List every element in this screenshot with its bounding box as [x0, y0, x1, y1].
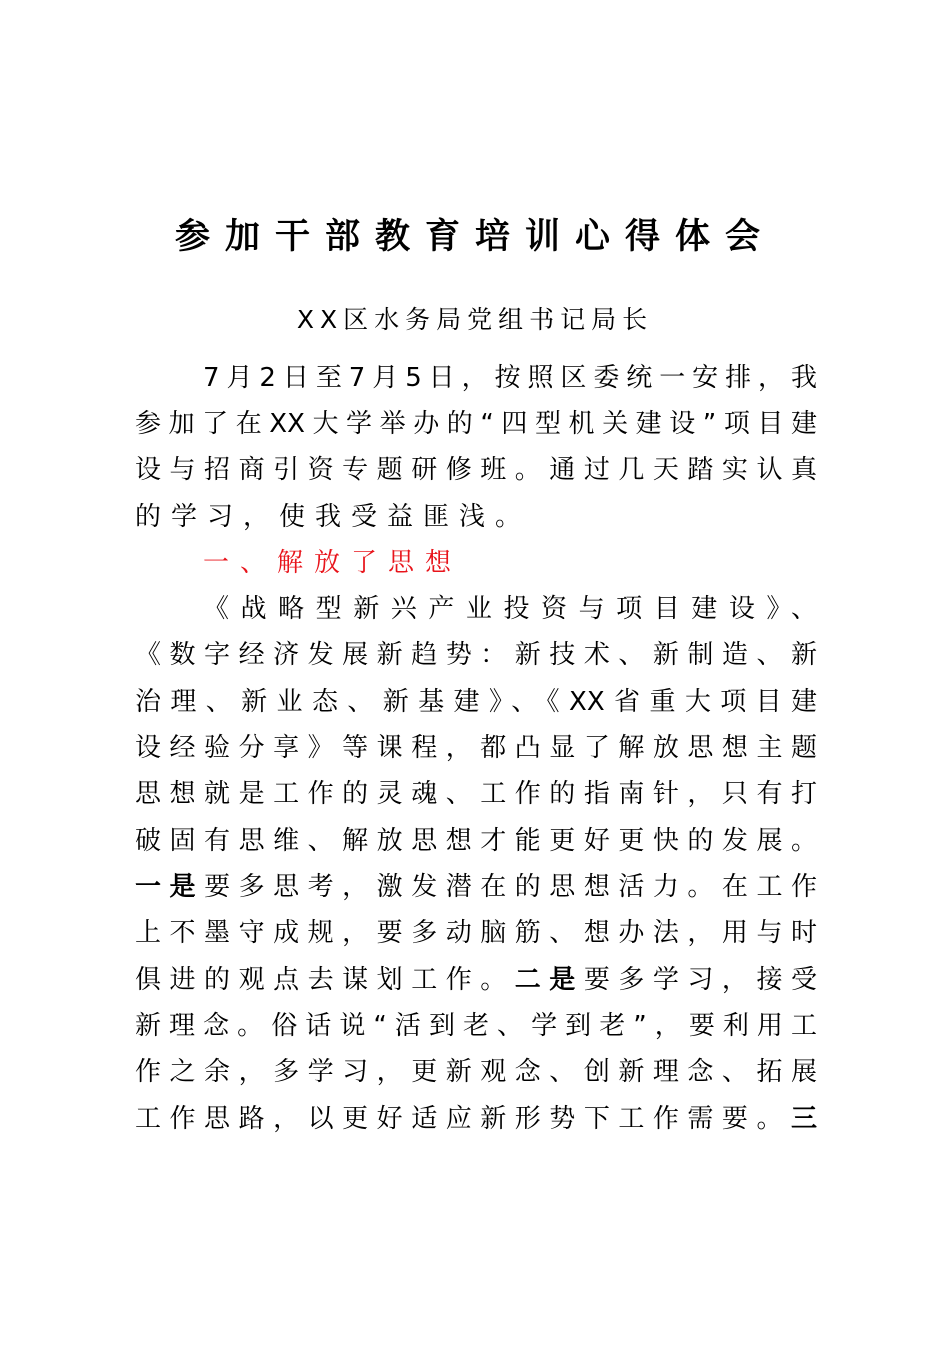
emphasis-second: 二是	[514, 965, 584, 995]
paragraph-2-line-2: 《数字经济发展新趋势：新技术、新制造、新	[135, 640, 817, 670]
paragraph-2-line-9-start: 俱进的观点去谋划工作。	[135, 965, 515, 995]
section-1-heading: 一、解放了思想	[203, 548, 463, 578]
paragraph-2-line-12-text: 工作思路，以更好适应新形势下工作需要。	[135, 1104, 791, 1134]
document-author: XX区水务局党组书记局长	[296, 305, 654, 334]
paragraph-2-line-12	[135, 1096, 817, 1142]
paragraph-2-line-5: 思想就是工作的灵魂、工作的指南针，只有打	[135, 779, 817, 809]
paragraph-2-line-9	[135, 957, 817, 1003]
emphasis-first: 一是	[135, 872, 205, 902]
paragraph-2-line-3: 治理、新业态、新基建》、《XX省重大项目建	[135, 687, 817, 717]
emphasis-third: 三	[790, 1104, 817, 1134]
paragraph-2-line-7-text: 要多思考，激发潜在的思想活力。在工作	[204, 872, 817, 902]
paragraph-2-line-9-end: 要多学习，接受	[583, 965, 817, 995]
paragraph-2-line-8: 上不墨守成规，要多动脑筋、想办法，用与时	[135, 918, 817, 948]
paragraph-1-line-3: 设与招商引资专题研修班。通过几天踏实认真	[135, 455, 817, 485]
paragraph-1-line-4: 的学习，使我受益匪浅。	[135, 502, 532, 532]
document-title: 参加干部教育培训心得体会	[174, 217, 775, 257]
paragraph-2-line-4: 设经验分享》等课程，都凸显了解放思想主题	[135, 733, 817, 763]
paragraph-2-line-10: 新理念。俗话说“活到老、学到老”，要利用工	[135, 1011, 817, 1041]
paragraph-1-line-1: 7月2日至7月5日，按照区委统一安排，我	[203, 363, 817, 393]
paragraph-2-line-6: 破固有思维、解放思想才能更好更快的发展。	[135, 826, 817, 856]
paragraph-1-line-2: 参加了在XX大学举办的“四型机关建设”项目建	[135, 409, 817, 439]
paragraph-2-line-11: 作之余，多学习，更新观念、创新理念、拓展	[135, 1057, 817, 1087]
paragraph-2-line-1: 《战略型新兴产业投资与项目建设》、	[203, 594, 817, 624]
paragraph-2-line-7	[135, 864, 817, 910]
